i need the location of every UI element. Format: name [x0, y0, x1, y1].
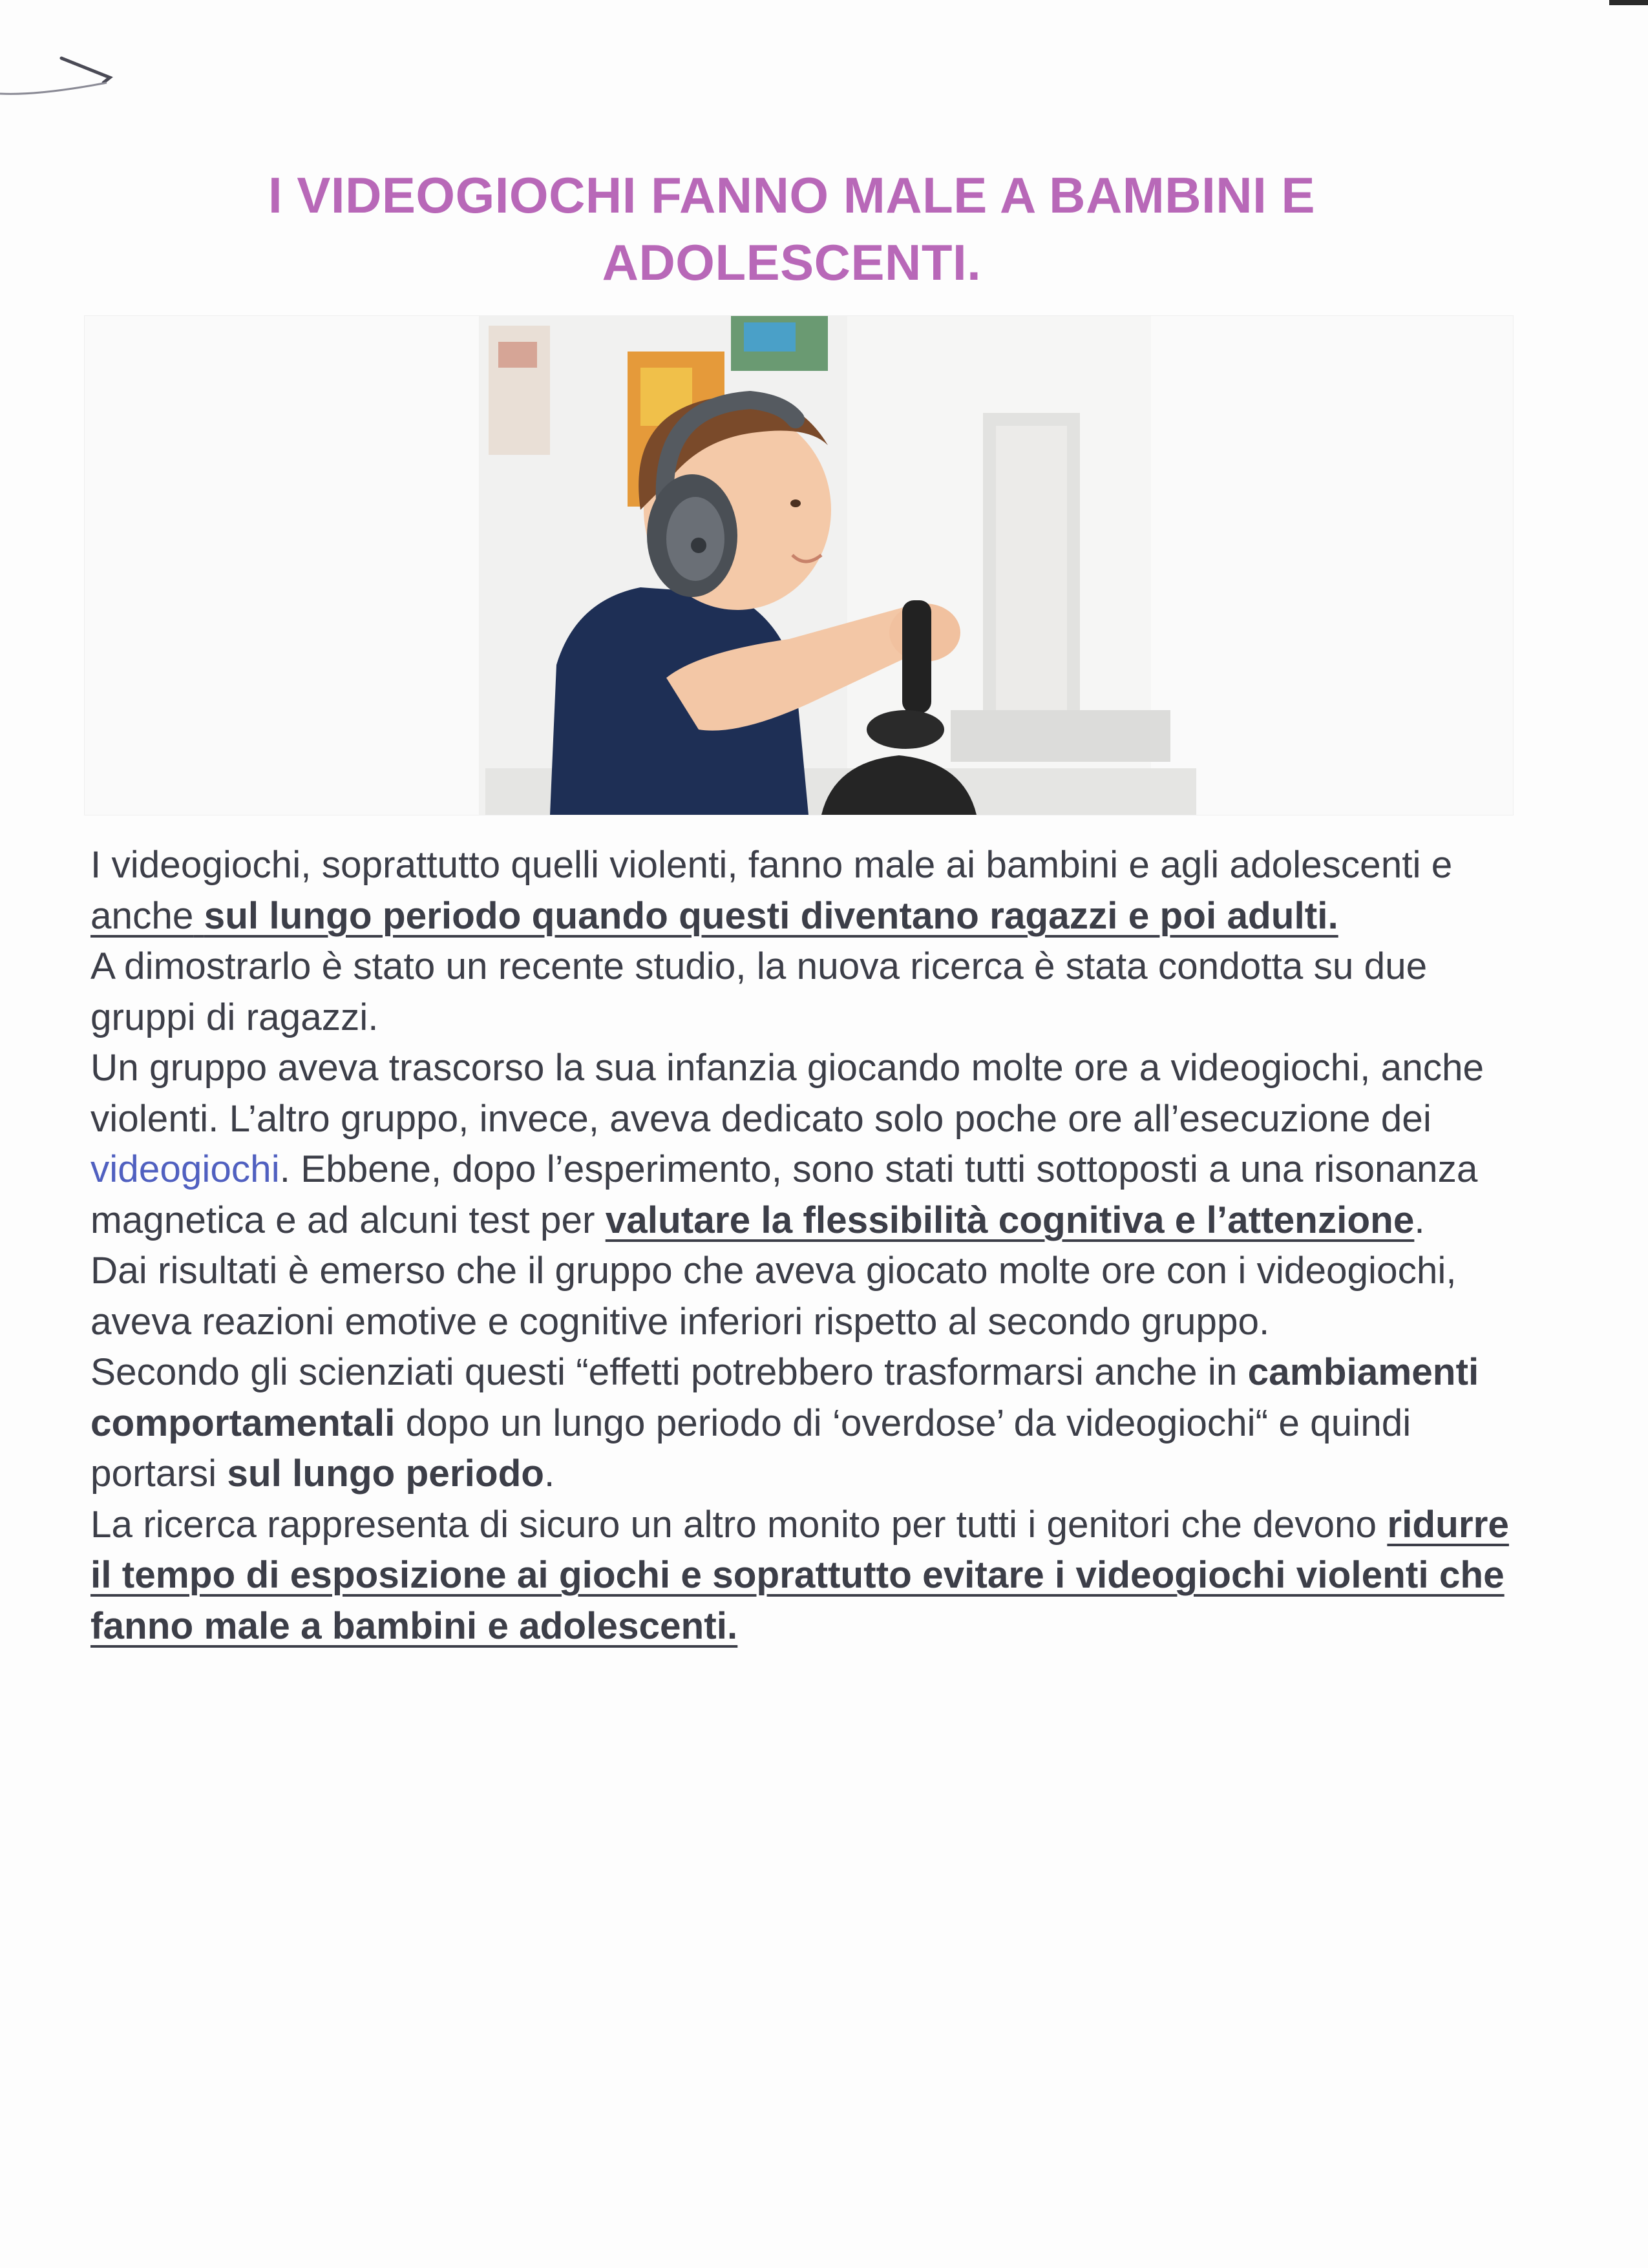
paragraph-scientists-end: . [544, 1453, 555, 1495]
bold-phrase-behavioral-changes: cambiamenti comportamentali [90, 1351, 1479, 1444]
paragraph-scientists-text-2: dopo un lungo periodo di ‘overdose’ da videogiochi“ e quindi portarsi [90, 1402, 1411, 1495]
paragraph-groups [90, 1043, 1512, 1246]
underlined-text: anche [90, 894, 194, 937]
article-photo [84, 315, 1514, 815]
paragraph-conclusion [90, 1500, 1512, 1652]
article-body [90, 840, 1512, 1652]
paragraph-intro [90, 840, 1512, 941]
underlined-space [193, 895, 204, 937]
paragraph-groups-text-2: . Ebbene, dopo l’esperimento, sono stati tutti sottoposti a una risonanza magnetica e ad alcuni test per [90, 1148, 1478, 1241]
bold-phrase-long-term: sul lungo periodo [227, 1453, 545, 1495]
highlighted-phrase-cognitive-flexibility: valutare la flessibilità cognitiva e l’attenzione [605, 1199, 1415, 1241]
highlighted-phrase-long-term: sul lungo periodo quando questi diventano ragazzi e poi adulti. [204, 894, 1338, 937]
paragraph-scientists-text: Secondo gli scienziati questi “effetti potrebbero trasformarsi anche in [90, 1351, 1248, 1393]
scan-edge-mark [1609, 0, 1648, 5]
paragraph-groups-text: Un gruppo aveva trascorso la sua infanzia giocando molte ore a videogiochi, anche violenti. L’altro gruppo, invece, aveva dedicato solo poche ore all’esecuzione dei [90, 1047, 1484, 1140]
highlighted-phrase-reduce-exposure: ridurre il tempo di esposizione ai giochi e soprattutto evitare i videogiochi violenti che fanno male a bambini e adolescenti. [90, 1503, 1509, 1647]
paragraph-conclusion-text: La ricerca rappresenta di sicuro un altro monito per tutti i genitori che devono [90, 1503, 1388, 1546]
pen-stroke-mark [0, 45, 129, 103]
paragraph-groups-end: . [1414, 1199, 1425, 1241]
child-with-headphones-joystick-photo [85, 316, 1513, 815]
paragraph-scientists [90, 1347, 1512, 1500]
videogiochi-link[interactable]: videogiochi [90, 1148, 280, 1190]
paragraph-intro-text: I videogiochi, soprattutto quelli violenti, fanno male ai bambini e agli adolescenti e [90, 844, 1453, 886]
page-title: I VIDEOGIOCHI FANNO MALE A BAMBINI E ADOLESCENTI. [268, 167, 1315, 291]
paragraph-results: Dai risultati è emerso che il gruppo che aveva giocato molte ore con i videogiochi, aveva reazioni emotive e cognitive inferiori rispetto al secondo gruppo. [90, 1250, 1457, 1343]
paragraph-study: A dimostrarlo è stato un recente studio, la nuova ricerca è stata condotta su due gruppi di ragazzi. [90, 945, 1428, 1038]
